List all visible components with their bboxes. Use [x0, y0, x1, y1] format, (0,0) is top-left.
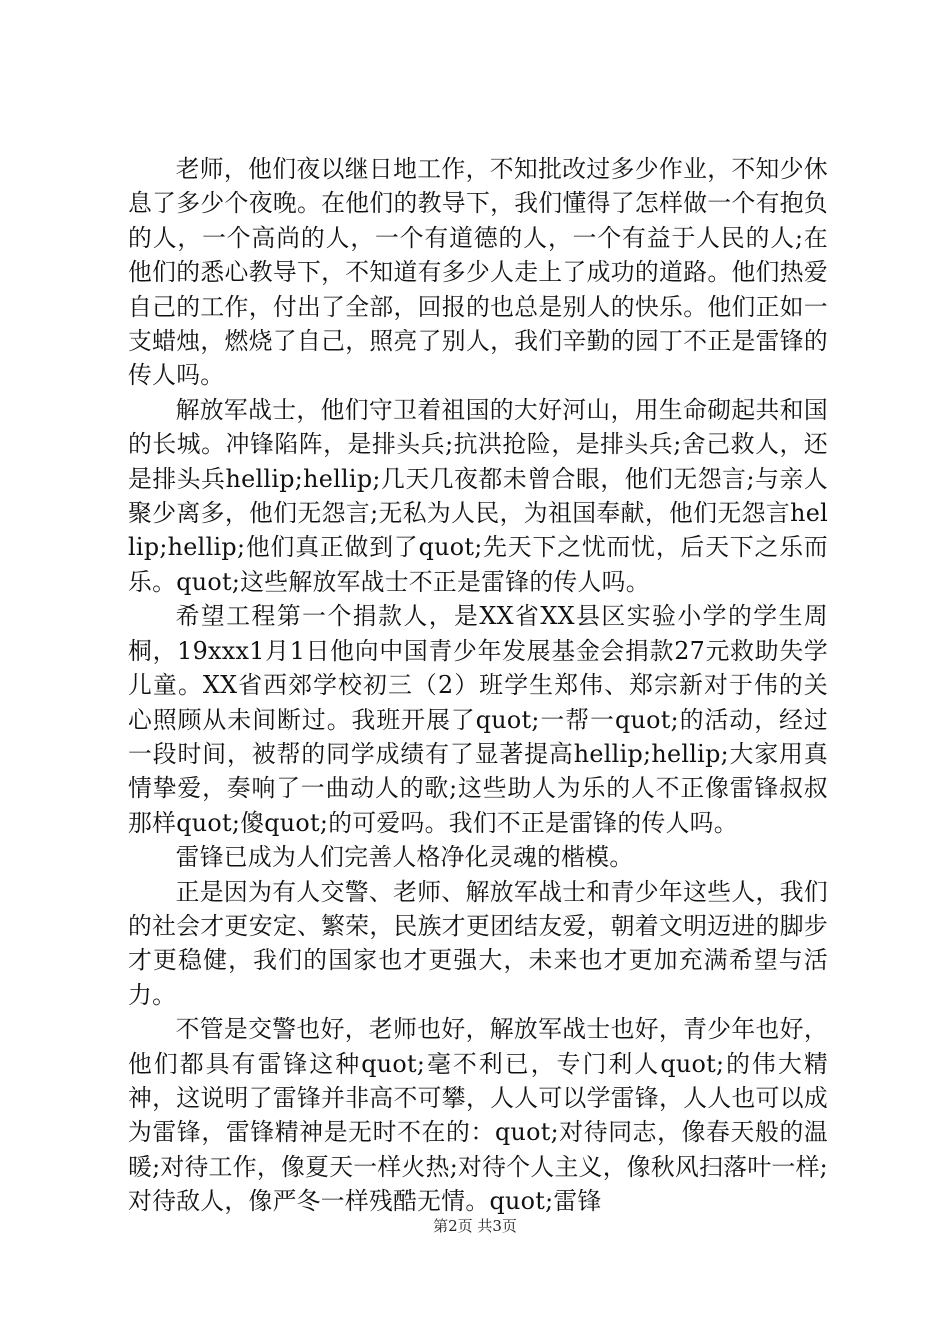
paragraph-lei-feng-spirit: 不管是交警也好，老师也好，解放军战士也好，青少年也好，他们都具有雷锋这种quot;毫不利已，专门利人quot;的伟大精神，这说明了雷锋并非高不可攀，人人可以学雷锋，人人也可以成为雷锋，雷锋精神是无时不在的：quot;对待同志，像春天般的温暖;对待工作，像夏天一样火热;对待个人主义，像秋风扫落叶一样;对待敌人，像严冬一样残酷无情。quot;雷锋	[128, 1015, 828, 1216]
paragraph-teachers: 老师，他们夜以继日地工作，不知批改过多少作业，不知少休息了多少个夜晚。在他们的教导下，我们懂得了怎样做一个有抱负的人，一个高尚的人，一个有道德的人，一个有益于人民的人;在他们的悉心教导下，不知道有多少人走上了成功的道路。他们热爱自己的工作，付出了全部，回报的也总是别人的快乐。他们正如一支蜡烛，燃烧了自己，照亮了别人，我们辛勤的园丁不正是雷锋的传人吗。	[128, 155, 828, 390]
paragraph-society: 正是因为有人交警、老师、解放军战士和青少年这些人，我们的社会才更安定、繁荣，民族才更团结友爱，朝着文明迈进的脚步才更稳健，我们的国家也才更强大，未来也才更加充满希望与活力。	[128, 877, 828, 1009]
paragraph-soldiers: 解放军战士，他们守卫着祖国的大好河山，用生命砌起共和国的长城。冲锋陷阵，是排头兵;抗洪抢险，是排头兵;舍己救人，还是排头兵hellip;hellip;几天几夜都未曾合眼，他们无怨言;与亲人聚少离多，他们无怨言;无私为人民，为祖国奉献，他们无怨言hellip;hellip;他们真正做到了quot;先天下之忧而忧，后天下之乐而乐。quot;这些解放军战士不正是雷锋的传人吗。	[128, 395, 828, 596]
paragraph-role-model: 雷锋已成为人们完善人格净化灵魂的楷模。	[175, 843, 634, 872]
page-footer: 第2页 共3页	[433, 1217, 517, 1235]
paragraph-youth: 希望工程第一个捐款人，是XX省XX县区实验小学的学生周桐，19xxx1月1日他向中国青少年发展基金会捐款27元救助失学儿童。XX省西郊学校初三（2）班学生郑伟、郑宗新对于伟的关心照顾从未间断过。我班开展了quot;一帮一quot;的活动，经过一段时间，被帮的同学成绩有了显著提高hellip;hellip;大家用真情挚爱，奏响了一曲动人的歌;这些助人为乐的人不正像雷锋叔叔那样quot;傻quot;的可爱吗。我们不正是雷锋的传人吗。	[128, 602, 828, 837]
document-body	[128, 152, 828, 1219]
